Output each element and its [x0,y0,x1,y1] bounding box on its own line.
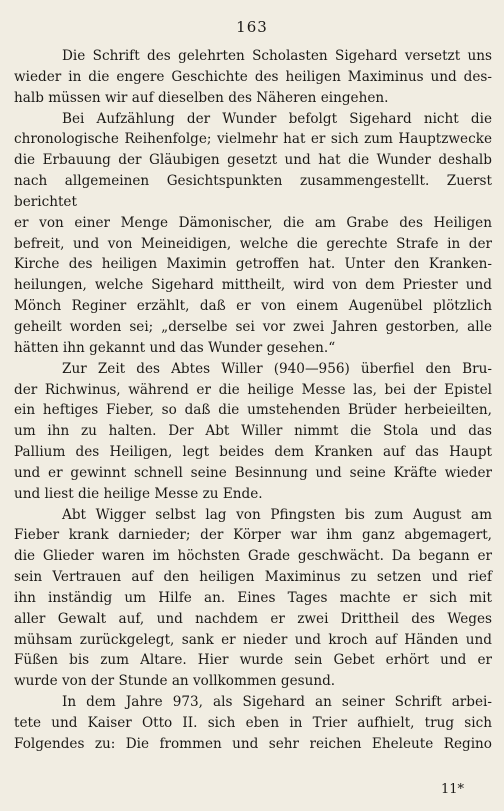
paragraph-2 [14,109,492,359]
text-line: wurde von der Stunde an vollkommen gesund. [14,673,336,690]
text-line: die Erbauung der Gläubigen gesetzt und hat die Wunder deshalb [14,152,492,169]
text-line: Folgendes zu: Die frommen und sehr reichen Eheleute Regino [14,735,492,752]
text-line: hätten ihn gekannt und das Wunder gesehen.“ [14,339,336,356]
text-line: befreit, und von Meineidigen, welche die gerechte Strafe in der [14,235,492,252]
text-line: Füßen bis zum Altare. Hier wurde sein Gebet erhört und er [14,652,492,669]
text-line: um ihn zu halten. Der Abt Willer nimmt die Stola und das [14,423,492,440]
text-line: und er gewinnt schnell seine Besinnung und seine Kräfte wieder [14,464,492,481]
text-line: Die Schrift des gelehrten Scholasten Sigehard versetzt uns [62,48,492,64]
signature-mark: 11* [440,782,464,797]
text-line: Pallium des Heiligen, legt beides dem Kranken auf das Haupt [14,444,492,461]
text-line: der Richwinus, während er die heilige Messe las, bei der Epistel [14,381,492,398]
text-line: Fieber krank darnieder; der Körper war ihm ganz abgemagert, [14,527,492,544]
text-line: Zur Zeit des Abtes Willer (940—956) überfiel den Bru- [62,360,492,377]
text-line: mühsam zurückgelegt, sank er nieder und kroch auf Händen und [14,631,492,648]
paragraph-1 [14,46,492,109]
text-line: aller Gewalt auf, und nachdem er zwei Drittheil des Weges [14,610,492,627]
text-line: halb müssen wir auf dieselben des Näheren eingehen. [14,89,389,106]
text-line: In dem Jahre 973, als Sigehard an seiner Schrift arbei- [62,694,492,711]
text-line: chronologische Reihenfolge; vielmehr hat er sich zum Hauptzwecke [14,131,492,148]
text-line: ihn inständig um Hilfe an. Eines Tages machte er sich mit [14,589,492,606]
text-line: geheilt worden sei; „derselbe sei vor zwei Jahren gestorben, alle [14,318,492,335]
text-line: er von einer Menge Dämonischer, die am Grabe des Heiligen [14,214,492,231]
text-line: Abt Wigger selbst lag von Pfingsten bis zum August am [62,506,492,523]
text-line: ein heftiges Fieber, so daß die umstehenden Brüder herbeieilten, [14,402,492,419]
paragraph-4 [14,505,492,693]
paragraph-5 [14,692,492,755]
text-line: nach allgemeinen Gesichtspunkten zusammengestellt. Zuerst berichtet [14,173,492,210]
text-line: heilungen, welche Sigehard mittheilt, wird von dem Priester und [14,277,492,294]
text-line: tete und Kaiser Otto II. sich eben in Trier aufhielt, trug sich [14,715,492,731]
text-line: Bei Aufzählung der Wunder befolgt Sigehard nicht die [62,110,492,127]
body-text [14,46,492,755]
text-line: und liest die heilige Messe zu Ende. [14,485,263,502]
text-line: wieder in die engere Geschichte des heiligen Maximinus und des- [14,68,492,85]
paragraph-3 [14,359,492,505]
text-line: sein Vertrauen auf den heiligen Maximinus zu setzen und rief [14,569,492,586]
text-line: die Glieder waren im höchsten Grade geschwächt. Da begann er [14,548,492,565]
text-line: Kirche des heiligen Maximin getroffen hat. Unter den Kranken- [14,256,492,273]
text-line: Mönch Reginer erzählt, daß er von einem Augenübel plötzlich [14,298,492,315]
page-number: 163 [236,18,268,36]
